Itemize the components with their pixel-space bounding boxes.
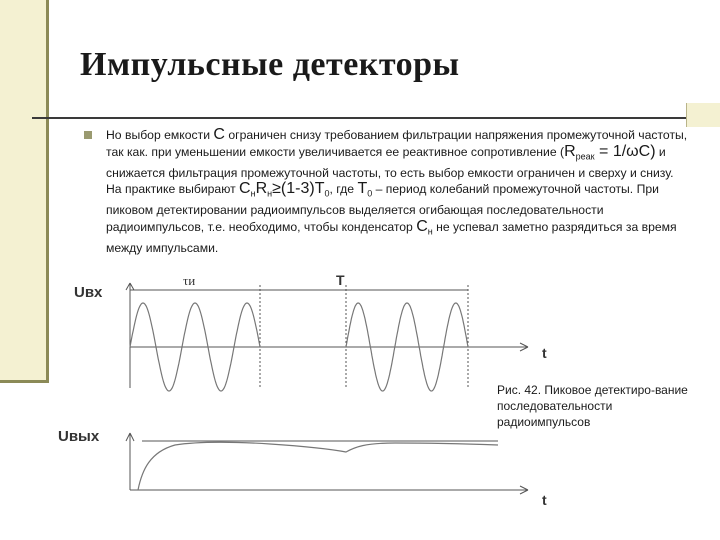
bottom-y-arrow: [126, 433, 130, 441]
top-x-label: t: [542, 345, 547, 361]
pulse-width-label: τи: [183, 273, 196, 288]
paragraph-run: C: [416, 217, 428, 235]
bottom-x-label: t: [542, 492, 547, 508]
paragraph-run: 0: [324, 188, 330, 199]
paragraph-run: – период колебаний промежуточной частоты. При пиковом детектировании радиоимпульсов выделяется огибающая последовательности радиоимпульсов, т.е. необходимо, чтобы конденсатор: [106, 182, 659, 234]
paragraph-run: ограничен снизу требованием фильтрации напряжения промежуточной частоты, так как. при уменьшении емкости увеличивается ее реактивное сопротивление (: [106, 128, 688, 159]
paragraph-run: , где: [329, 182, 358, 197]
paragraph-run: н: [427, 226, 433, 237]
period-label: T: [336, 272, 345, 288]
paragraph-run: ≥(1-3)T: [272, 180, 325, 198]
paragraph-run: R: [564, 142, 576, 160]
bottom-y-label: Uвых: [58, 428, 100, 445]
paragraph-run: н: [250, 188, 256, 199]
detector-output-curve: [138, 442, 498, 490]
top-t-arrow: [520, 343, 528, 347]
bottom-t-arrow: [520, 486, 528, 490]
paragraph-run: и снижается фильтрация промежуточной частоты, то есть выбор емкости ограничен и сверху и снизу. На практике выбирают: [106, 144, 674, 197]
top-y-label: Uвх: [74, 284, 103, 301]
paragraph-run: н: [267, 188, 273, 199]
paragraph-run: R: [255, 180, 268, 198]
paragraph-run: = 1/ωC): [594, 142, 656, 160]
paragraph-run: C: [239, 180, 251, 198]
paragraph-run: Но выбор емкости: [106, 128, 214, 142]
paragraph-run: 0: [367, 188, 373, 199]
top-y-arrow: [126, 283, 130, 290]
paragraph-run: T: [357, 180, 368, 198]
paragraph-run: реак: [575, 151, 595, 162]
paragraph-run: не успевал заметно разрядиться за время между импульсами.: [106, 219, 677, 255]
paragraph-run: C: [213, 126, 225, 143]
slide-title: Импульсные детекторы: [80, 46, 460, 83]
figure-caption: Рис. 42. Пиковое детектиро-вание последовательности радиоимпульсов: [497, 383, 688, 429]
